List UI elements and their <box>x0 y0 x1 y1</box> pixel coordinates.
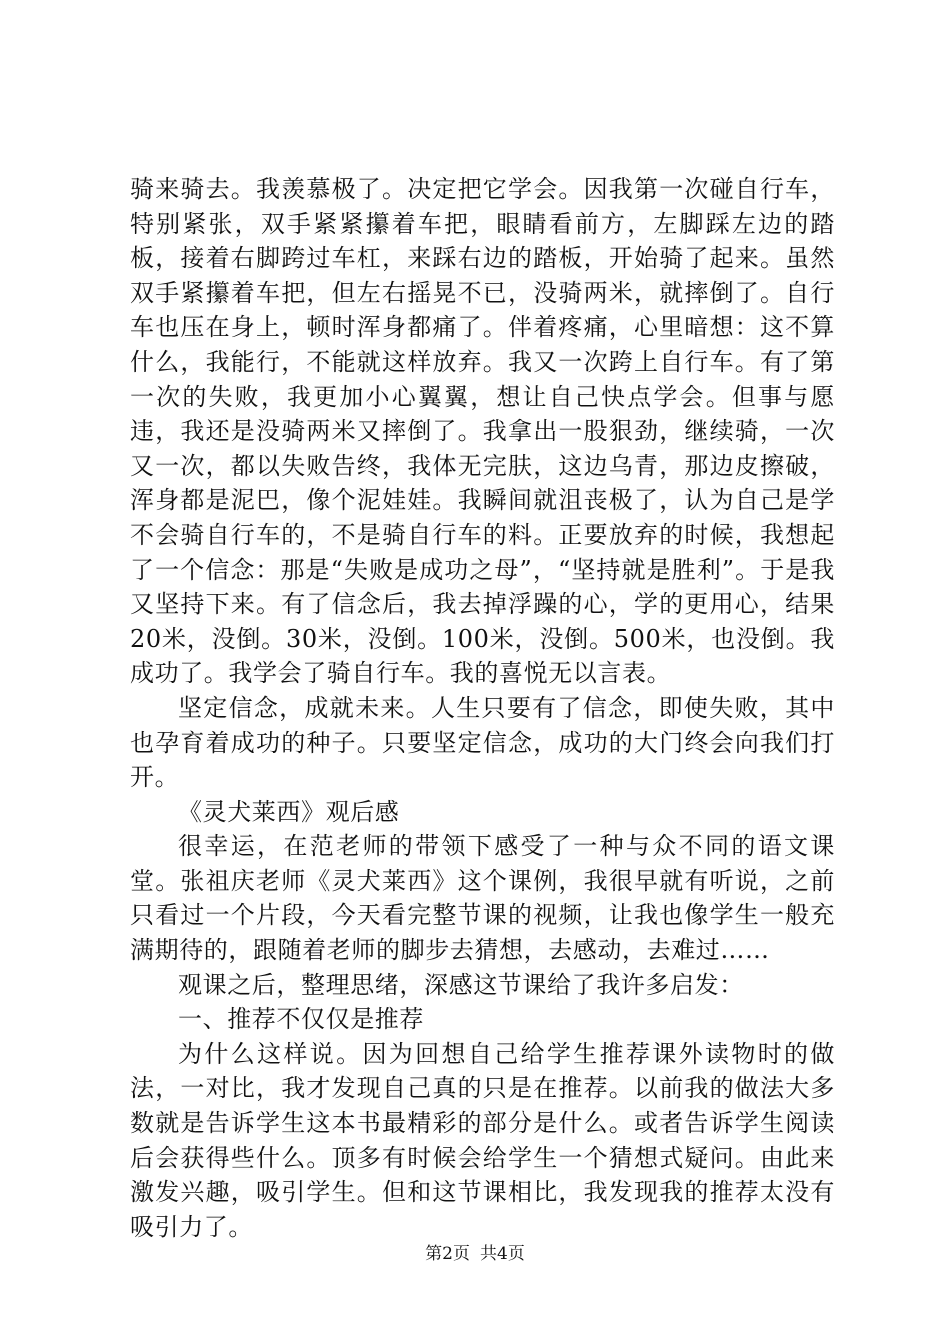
page-footer <box>0 1243 950 1265</box>
paragraph-recommendation: 为什么这样说。因为回想自己给学生推荐课外读物时的做法，一对比，我才发现自己真的只是在推荐。以前我的做法大多数就是告诉学生这本书最精彩的部分是什么。或者告诉学生阅读后会获得些什么。顶多有时候会给学生一个猜想式疑问。由此来激发兴趣，吸引学生。但和这节课相比，我发现我的推荐太没有吸引力了。 <box>130 1039 835 1241</box>
paragraph-intro: 很幸运，在范老师的带领下感受了一种与众不同的语文课堂。张祖庆老师《灵犬莱西》这个课例，我很早就有听说，之前只看过一个片段，今天看完整节课的视频，让我也像学生一般充满期待的，跟随着老师的脚步去猜想，去感动，去难过…… <box>130 832 835 965</box>
page-number: 第2页 <box>425 1244 470 1264</box>
section-title: 《灵犬莱西》观后感 <box>178 797 400 826</box>
document-body <box>130 172 835 1244</box>
paragraph-bike-story: 骑来骑去。我羡慕极了。决定把它学会。因我第一次碰自行车，特别紧张，双手紧紧攥着车把，眼睛看前方，左脚踩左边的踏板，接着右脚跨过车杠，来踩右边的踏板，开始骑了起来。虽然双手紧攥着车把，但左右摇晃不已，没骑两米，就摔倒了。自行车也压在身上，顿时浑身都痛了。伴着疼痛，心里暗想：这不算什么，我能行，不能就这样放弃。我又一次跨上自行车。有了第一次的失败，我更加小心翼翼，想让自己快点学会。但事与愿违，我还是没骑两米又摔倒了。我拿出一股狠劲，继续骑，一次又一次，都以失败告终，我体无完肤，这边乌青，那边皮擦破，浑身都是泥巴，像个泥娃娃。我瞬间就沮丧极了，认为自己是学不会骑自行车的，不是骑自行车的料。正要放弃的时候，我想起了一个信念：那是“失败是成功之母”，“坚持就是胜利”。于是我又坚持下来。有了信念后，我去掉浮躁的心，学的更用心，结果20米，没倒。30米，没倒。100米，没倒。500米，也没倒。我成功了。我学会了骑自行车。我的喜悦无以言表。 <box>130 175 835 688</box>
paragraph-reflection: 观课之后，整理思绪，深感这节课给了我许多启发： <box>178 970 744 999</box>
page-total: 共4页 <box>480 1244 525 1264</box>
paragraph-conclusion: 坚定信念，成就未来。人生只要有了信念，即使失败，其中也孕育着成功的种子。只要坚定信念，成功的大门终会向我们打开。 <box>130 693 835 792</box>
subheading-recommendation: 一、推荐不仅仅是推荐 <box>178 1005 424 1034</box>
